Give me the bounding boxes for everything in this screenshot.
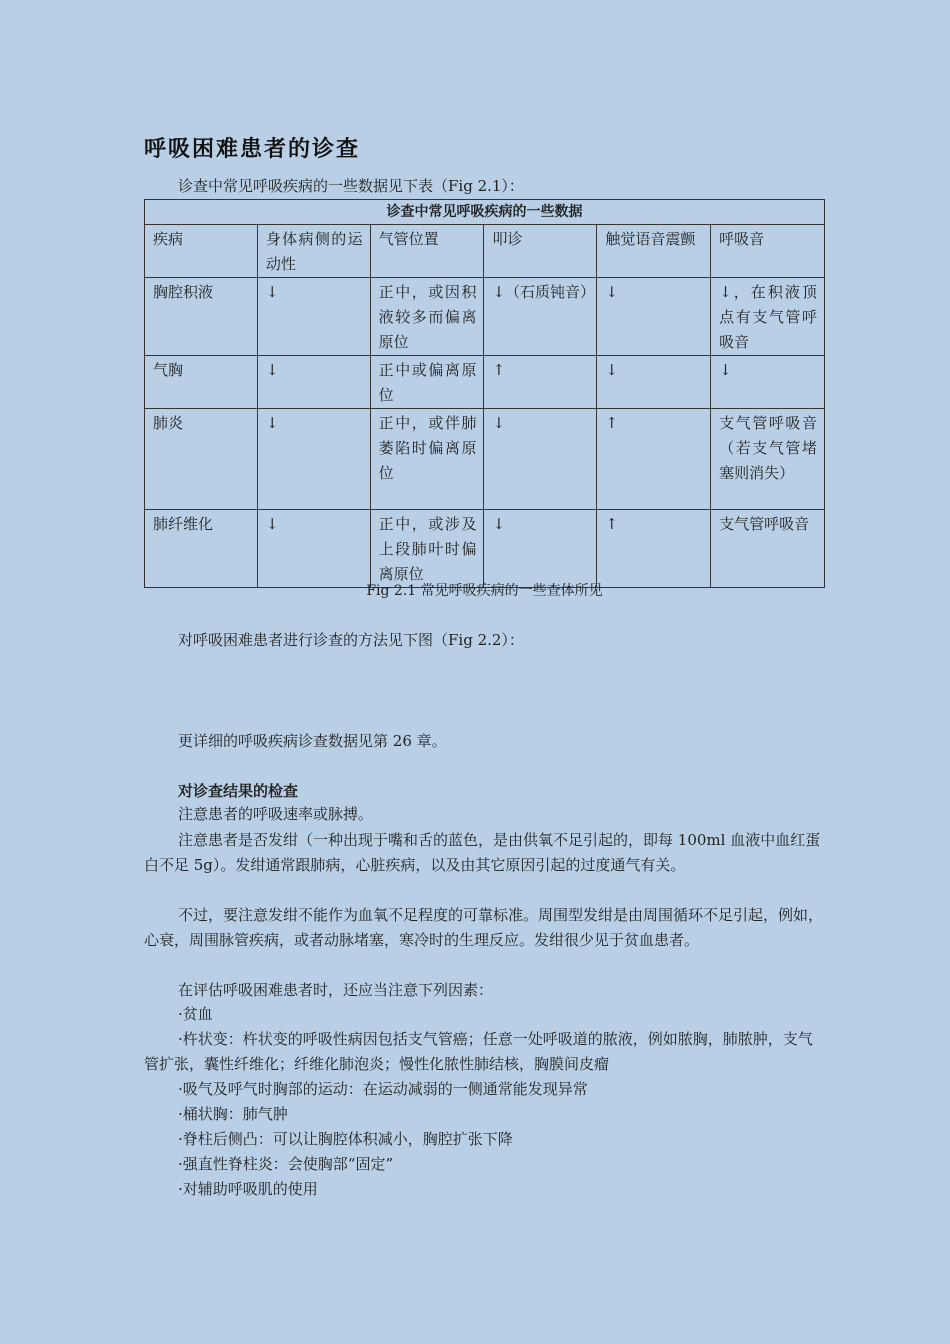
table-cell: ↓ xyxy=(597,278,711,356)
table-cell: ↓，在积液顶点有支气管呼吸音 xyxy=(711,278,825,356)
table-cell: ↓ xyxy=(484,409,597,510)
paragraph: 注意患者是否发绀（一种出现于嘴和舌的蓝色，是由供氧不足引起的，即每 100ml 血液中血红蛋白不足 5g）。发绀通常跟肺病，心脏疾病，以及由其它原因引起的过度通气有关。 xyxy=(144,831,821,874)
table-row xyxy=(145,409,825,510)
paragraph: 在评估呼吸困难患者时，还应当注意下列因素： xyxy=(178,981,494,999)
data-table xyxy=(144,199,825,588)
table-caption-row xyxy=(145,200,825,225)
table-cell: ↓ xyxy=(484,510,597,588)
table-cell: ↑ xyxy=(484,356,597,409)
table-header-cell: 疾病 xyxy=(145,225,258,278)
section-heading: 对诊查结果的检查 xyxy=(178,782,299,800)
table-cell: 正中，或因积液较多而偏离原位 xyxy=(370,278,484,356)
table-cell: 气胸 xyxy=(145,356,258,409)
bullet-item: ·桶状胸：肺气肿 xyxy=(178,1105,288,1123)
bullet-item: ·对辅助呼吸肌的使用 xyxy=(178,1180,318,1198)
table-cell: ↑ xyxy=(597,409,711,510)
table-cell: 肺炎 xyxy=(145,409,258,510)
table-header-row xyxy=(145,225,825,278)
table-cell: ↓ xyxy=(597,356,711,409)
table-cell: ↓ xyxy=(711,356,825,409)
table-row xyxy=(145,278,825,356)
bullet-item: ·贫血 xyxy=(178,1005,213,1023)
bullet-item: ·脊柱后侧凸：可以让胸腔体积减小，胸腔扩张下降 xyxy=(178,1130,513,1148)
table-cell: 支气管呼吸音 xyxy=(711,510,825,588)
table-cell: ↓（石质钝音） xyxy=(484,278,597,356)
more-text: 更详细的呼吸疾病诊查数据见第 26 章。 xyxy=(178,732,447,750)
table-cell: 胸腔积液 xyxy=(145,278,258,356)
table-header-cell: 触觉语音震颤 xyxy=(597,225,711,278)
table-cell: ↓ xyxy=(257,278,370,356)
table-cell: ↑ xyxy=(597,510,711,588)
table-header-cell: 叩诊 xyxy=(484,225,597,278)
table-cell: ↓ xyxy=(257,510,370,588)
table-header-cell: 身体病侧的运动性 xyxy=(257,225,370,278)
table-row xyxy=(145,356,825,409)
bullet-item: ·吸气及呼气时胸部的运动：在运动减弱的一侧通常能发现异常 xyxy=(178,1080,588,1098)
table-caption: 诊查中常见呼吸疾病的一些数据 xyxy=(145,200,825,225)
table-cell: 正中，或涉及上段肺叶时偏离原位 xyxy=(370,510,484,588)
bullet-item: ·杵状变：杵状变的呼吸性病因包括支气管癌；任意一处呼吸道的脓液，例如脓胸，肺脓肿，支气管扩张，囊性纤维化；纤维化肺泡炎；慢性化脓性肺结核，胸膜间皮瘤 xyxy=(144,1030,813,1073)
table-cell: 正中或偏离原位 xyxy=(370,356,484,409)
table-cell: ↓ xyxy=(257,356,370,409)
table-header-cell: 呼吸音 xyxy=(711,225,825,278)
table-cell: 支气管呼吸音（若支气管堵塞则消失） xyxy=(711,409,825,510)
figure-caption: Fig 2.1 常见呼吸疾病的一些查体所见 xyxy=(366,583,603,599)
paragraph: 注意患者的呼吸速率或脉搏。 xyxy=(178,805,374,823)
intro-text: 诊查中常见呼吸疾病的一些数据见下表（Fig 2.1）： xyxy=(178,177,524,195)
paragraph: 不过，要注意发绀不能作为血氧不足程度的可靠标准。周围型发绀是由周围循环不足引起，例如，心衰，周围脉管疾病，或者动脉堵塞，寒冷时的生理反应。发绀很少见于贫血患者。 xyxy=(144,906,824,949)
table-cell: 正中，或伴肺萎陷时偏离原位 xyxy=(370,409,484,510)
table-row xyxy=(145,510,825,588)
page-title: 呼吸困难患者的诊查 xyxy=(144,137,361,162)
method-text: 对呼吸困难患者进行诊查的方法见下图（Fig 2.2）： xyxy=(178,631,524,649)
table-header-cell: 气管位置 xyxy=(370,225,484,278)
table-cell: ↓ xyxy=(257,409,370,510)
table-cell: 肺纤维化 xyxy=(145,510,258,588)
bullet-item: ·强直性脊柱炎：会使胸部“固定” xyxy=(178,1155,394,1173)
